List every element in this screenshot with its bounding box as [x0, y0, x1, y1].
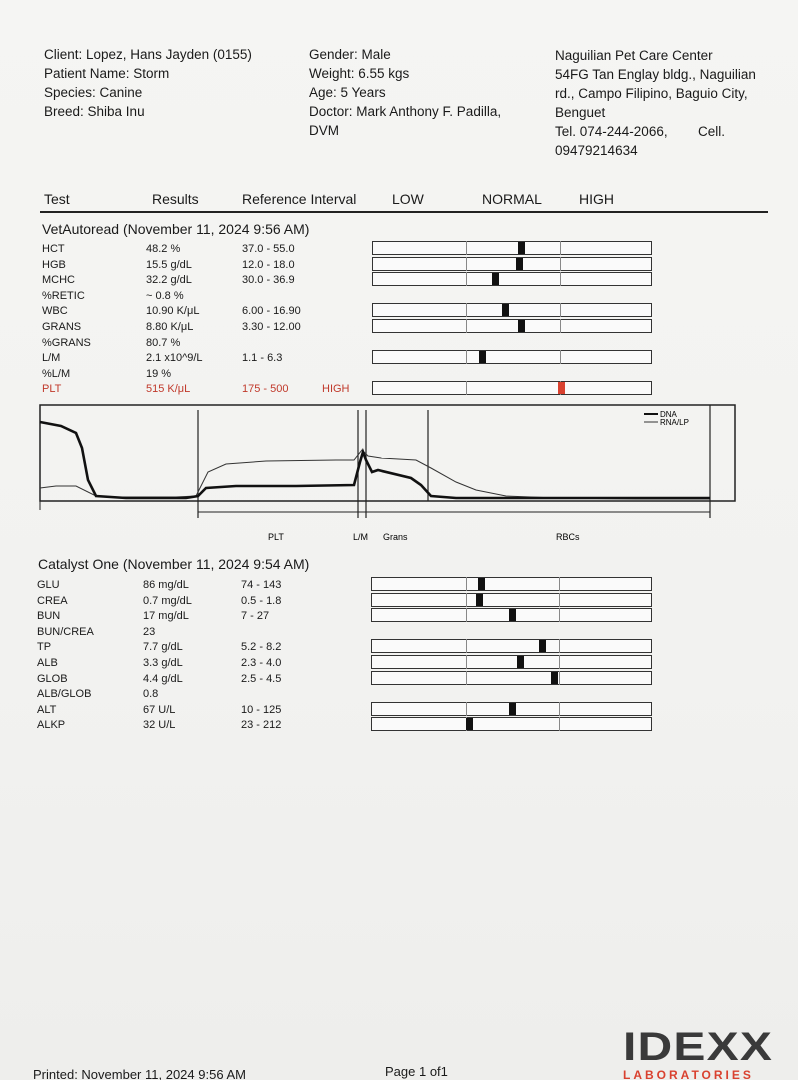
test-result: 515 K/μL — [146, 383, 191, 396]
clinic-address-2: rd., Campo Filipino, Baguio City, — [555, 86, 748, 101]
range-bar — [371, 702, 652, 716]
test-name: ALKP — [37, 719, 66, 732]
reference-interval: 23 - 212 — [241, 719, 282, 732]
table-row — [0, 367, 798, 382]
test-name: CREA — [37, 594, 68, 607]
range-divider — [559, 639, 560, 653]
range-divider — [466, 241, 467, 255]
catalyst-title: Catalyst One (November 11, 2024 9:54 AM) — [38, 556, 310, 572]
test-result: 48.2 % — [146, 243, 181, 255]
range-divider — [466, 350, 467, 364]
test-name: PLT — [42, 383, 62, 396]
test-name: GLOB — [37, 672, 68, 685]
test-name: %GRANS — [42, 336, 91, 349]
test-result: 17 mg/dL — [143, 610, 189, 623]
range-bar — [372, 241, 652, 255]
range-bar — [372, 319, 652, 333]
range-marker — [551, 672, 558, 684]
range-divider — [560, 350, 561, 364]
test-result: ~ 0.8 % — [146, 289, 184, 302]
range-divider — [560, 303, 561, 317]
vetautoread-title: VetAutoread (November 11, 2024 9:56 AM) — [42, 221, 310, 237]
range-divider — [559, 671, 560, 685]
range-divider — [560, 241, 561, 255]
reference-interval: 74 - 143 — [241, 579, 282, 591]
test-name: BUN — [37, 610, 61, 623]
range-bar — [371, 717, 652, 731]
client-line: Client: Lopez, Hans Jayden (0155) — [44, 47, 252, 62]
test-name: %RETIC — [42, 289, 85, 302]
test-result: 67 U/L — [143, 703, 176, 716]
clinic-name: Naguilian Pet Care Center — [555, 48, 713, 63]
range-bar — [371, 608, 652, 622]
reference-interval: 30.0 - 36.9 — [242, 274, 295, 287]
range-divider — [466, 319, 467, 333]
reference-interval: 12.0 - 18.0 — [242, 258, 295, 271]
range-divider — [466, 257, 467, 271]
range-divider — [466, 593, 467, 607]
range-divider — [466, 655, 467, 669]
doctor-line-2: DVM — [309, 123, 339, 138]
range-divider — [466, 671, 467, 685]
legend-dna: DNA — [660, 410, 677, 419]
test-name: ALT — [37, 703, 57, 716]
test-result: 32 U/L — [143, 719, 176, 732]
reference-interval: 1.1 - 6.3 — [242, 352, 283, 365]
range-marker — [492, 273, 499, 285]
reference-interval: 2.5 - 4.5 — [241, 672, 282, 685]
table-row — [0, 625, 798, 640]
range-divider — [559, 608, 560, 622]
range-marker — [518, 242, 525, 254]
clinic-phone — [555, 122, 756, 141]
hist-label-lm: L/M — [353, 532, 369, 542]
test-name: ALB — [37, 657, 58, 669]
range-bar — [371, 671, 652, 685]
gender-line: Gender: Male — [309, 47, 391, 62]
hist-label-plt: PLT — [268, 532, 284, 542]
test-name: BUN/CREA — [37, 625, 94, 638]
reference-interval: 5.2 - 8.2 — [241, 641, 282, 654]
reference-interval: 2.3 - 4.0 — [241, 657, 282, 669]
range-divider — [466, 272, 467, 286]
range-divider — [559, 702, 560, 716]
reference-interval: 175 - 500 — [242, 383, 289, 396]
table-row — [0, 336, 798, 351]
reference-interval: 3.30 - 12.00 — [242, 321, 301, 333]
test-name: GRANS — [42, 321, 82, 333]
range-bar — [371, 577, 652, 591]
test-name: ALB/GLOB — [37, 688, 92, 701]
range-bar — [372, 257, 652, 271]
range-marker — [539, 640, 546, 652]
test-result: 32.2 g/dL — [146, 274, 192, 287]
col-ref: Reference Interval — [242, 191, 357, 207]
test-result: 8.80 K/μL — [146, 321, 194, 333]
breed-line: Breed: Shiba Inu — [44, 104, 145, 119]
test-result: 23 — [143, 625, 156, 638]
range-divider — [466, 577, 467, 591]
test-result: 80.7 % — [146, 336, 181, 349]
species-line: Species: Canine — [44, 85, 143, 100]
col-high: HIGH — [579, 191, 614, 207]
range-bar — [372, 381, 652, 395]
range-marker — [517, 656, 524, 668]
test-result: 15.5 g/dL — [146, 258, 192, 271]
clinic-info — [555, 46, 756, 160]
reference-interval: 7 - 27 — [241, 610, 270, 623]
col-test: Test — [44, 191, 70, 207]
range-divider — [559, 577, 560, 591]
range-bar — [371, 593, 652, 607]
range-bar — [372, 350, 652, 364]
reference-interval: 10 - 125 — [241, 703, 282, 716]
test-name: TP — [37, 641, 52, 654]
clinic-cell: 09479214634 — [555, 143, 638, 158]
range-divider — [560, 319, 561, 333]
test-result: 2.1 x10^9/L — [146, 352, 203, 365]
range-divider — [466, 381, 467, 395]
test-result: 10.90 K/μL — [146, 305, 200, 318]
range-divider — [559, 593, 560, 607]
idexx-logo — [623, 1025, 774, 1080]
test-result: 0.8 — [143, 688, 159, 701]
logo-main: IDEXX — [623, 1025, 774, 1069]
printed-date: Printed: November 11, 2024 9:56 AM — [33, 1067, 246, 1080]
test-result: 86 mg/dL — [143, 579, 189, 591]
cell-histogram — [36, 400, 740, 550]
range-divider — [560, 257, 561, 271]
range-bar — [372, 272, 652, 286]
table-row — [0, 687, 798, 702]
test-name: %L/M — [42, 367, 71, 380]
test-name: GLU — [37, 579, 60, 591]
reference-interval: 0.5 - 1.8 — [241, 594, 282, 607]
age-line: Age: 5 Years — [309, 85, 386, 100]
range-marker — [516, 258, 523, 270]
range-divider — [466, 639, 467, 653]
clinic-address-1: 54FG Tan Englay bldg., Naguilian — [555, 67, 756, 82]
range-marker — [509, 703, 516, 715]
range-divider — [466, 608, 467, 622]
range-marker — [502, 304, 509, 316]
range-marker — [518, 320, 525, 332]
weight-line: Weight: 6.55 kgs — [309, 66, 410, 81]
test-name: HGB — [42, 258, 66, 271]
test-result: 0.7 mg/dL — [143, 594, 192, 607]
reference-interval: 37.0 - 55.0 — [242, 243, 295, 255]
range-bar — [371, 655, 652, 669]
patient-details — [309, 45, 501, 140]
range-divider — [466, 702, 467, 716]
clinic-tel: Tel. 074-244-2066, — [555, 124, 668, 139]
patient-line: Patient Name: Storm — [44, 66, 170, 81]
clinic-address-3: Benguet — [555, 105, 606, 120]
page-number: Page 1 of1 — [385, 1064, 448, 1079]
doctor-line: Doctor: Mark Anthony F. Padilla, — [309, 104, 502, 119]
range-bar — [371, 639, 652, 653]
range-marker — [479, 351, 486, 363]
range-divider — [559, 717, 560, 731]
test-result: 3.3 g/dL — [143, 657, 183, 669]
test-name: L/M — [42, 352, 61, 365]
range-marker — [476, 594, 483, 606]
header-rule — [40, 211, 768, 213]
range-divider — [560, 272, 561, 286]
test-name: HCT — [42, 243, 65, 255]
legend-rna: RNA/LP — [660, 418, 689, 427]
clinic-cell-label: Cell. — [698, 124, 726, 139]
reference-interval: 6.00 - 16.90 — [242, 305, 301, 318]
range-divider — [559, 655, 560, 669]
range-bar — [372, 303, 652, 317]
test-result: 4.4 g/dL — [143, 672, 183, 685]
range-marker — [509, 609, 516, 621]
col-results: Results — [152, 191, 199, 207]
result-flag: HIGH — [322, 383, 350, 396]
col-normal: NORMAL — [482, 191, 542, 207]
hist-label-grans: Grans — [383, 532, 408, 542]
col-low: LOW — [392, 191, 424, 207]
logo-sub: LABORATORIES — [623, 1068, 754, 1080]
test-result: 19 % — [146, 367, 172, 380]
table-row — [0, 289, 798, 304]
range-marker — [466, 718, 473, 730]
test-name: MCHC — [42, 274, 75, 287]
test-name: WBC — [42, 305, 68, 318]
test-result: 7.7 g/dL — [143, 641, 183, 654]
hist-label-rbcs: RBCs — [556, 532, 580, 542]
range-marker — [478, 578, 485, 590]
patient-info — [44, 45, 252, 121]
range-divider — [466, 303, 467, 317]
range-marker — [558, 382, 565, 394]
